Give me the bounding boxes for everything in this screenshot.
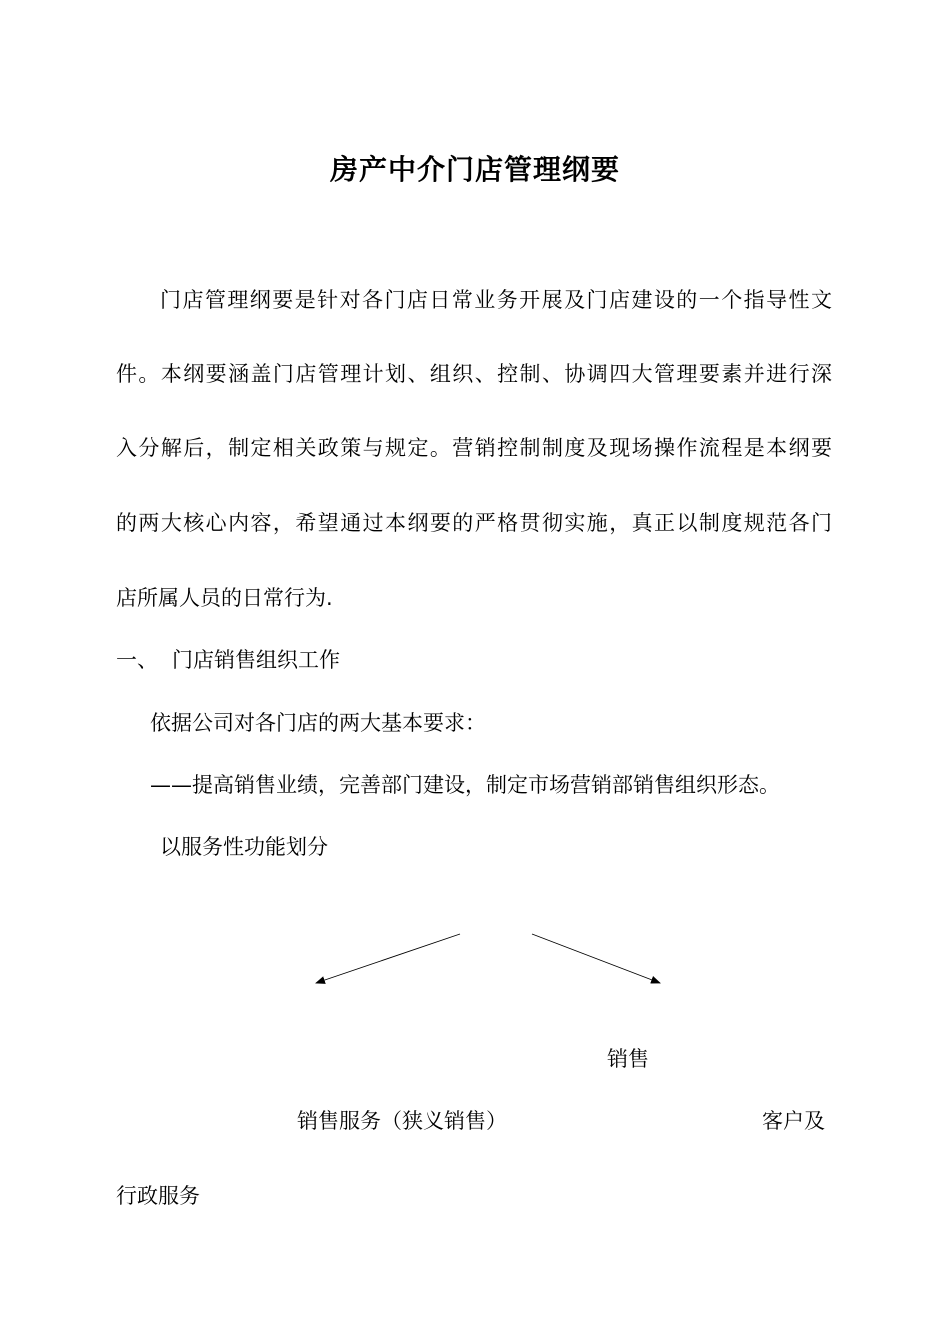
intro-line-3: 入分解后，制定相关政策与规定。营销控制制度及现场操作流程是本纲要 bbox=[116, 436, 832, 460]
section-basis: 依据公司对各门店的两大基本要求： bbox=[150, 711, 486, 735]
division-note: 以服务性功能划分 bbox=[160, 835, 328, 859]
diagram-label-sales-service: 销售服务（狭义销售） bbox=[297, 1109, 507, 1133]
section-requirement: ——提高销售业绩，完善部门建设，制定市场营销部销售组织形态。 bbox=[150, 773, 780, 797]
intro-line-2: 件。本纲要涵盖门店管理计划、组织、控制、协调四大管理要素并进行深 bbox=[116, 362, 832, 386]
intro-line-4: 的两大核心内容，希望通过本纲要的严格贯彻实施，真正以制度规范各门 bbox=[116, 511, 832, 535]
diagram-label-admin-service: 行政服务 bbox=[116, 1184, 200, 1208]
diagram-label-customer-and: 客户及 bbox=[762, 1109, 825, 1133]
section-heading: 门店销售组织工作 bbox=[172, 648, 340, 672]
section-number: 一、 bbox=[116, 648, 158, 672]
intro-line-5: 店所属人员的日常行为. bbox=[116, 586, 333, 610]
intro-line-1: 门店管理纲要是针对各门店日常业务开展及门店建设的一个指导性文 bbox=[160, 288, 832, 312]
page-title: 房产中介门店管理纲要 bbox=[329, 153, 620, 186]
arrow-left bbox=[316, 934, 460, 983]
diagram-label-sales: 销售 bbox=[607, 1047, 649, 1071]
arrow-right bbox=[532, 934, 660, 983]
